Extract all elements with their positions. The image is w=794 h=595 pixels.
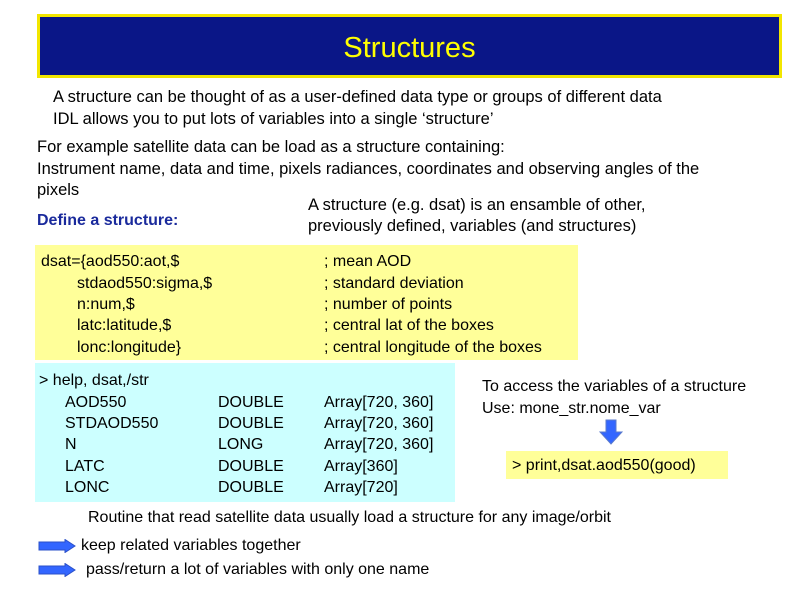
field-name: LATC xyxy=(65,458,105,475)
routine-bullet: pass/return a lot of variables with only one name xyxy=(86,561,430,578)
code-comment: ; standard deviation xyxy=(324,275,464,292)
field-type: DOUBLE xyxy=(218,415,284,432)
code-comment: ; mean AOD xyxy=(324,253,412,270)
example-line-1: For example satellite data can be load as a structure containing: xyxy=(37,138,505,156)
help-row xyxy=(35,413,455,434)
code-statement: dsat={aod550:aot,$ xyxy=(41,253,180,270)
field-type: DOUBLE xyxy=(218,394,284,411)
code-statement: latc:latitude,$ xyxy=(77,317,172,334)
ensemble-note-line-1: A structure (e.g. dsat) is an ensamble of other, xyxy=(308,196,646,214)
structure-definition-code xyxy=(35,245,578,360)
help-row xyxy=(35,434,455,455)
define-structure-label: Define a structure: xyxy=(37,212,179,229)
example-line-2: Instrument name, data and time, pixels radiances, coordinates and observing angles of the xyxy=(37,160,700,178)
right-arrow-icon xyxy=(38,563,76,577)
field-type: DOUBLE xyxy=(218,458,284,475)
field-name: N xyxy=(65,436,77,453)
down-arrow-icon xyxy=(599,419,623,445)
field-dims: Array[720, 360] xyxy=(324,436,434,453)
help-row xyxy=(35,456,455,477)
field-name: LONC xyxy=(65,479,110,496)
access-line-1: To access the variables of a structure xyxy=(482,378,747,395)
help-row xyxy=(35,477,455,498)
field-dims: Array[720, 360] xyxy=(324,415,434,432)
field-type: LONG xyxy=(218,436,264,453)
field-dims: Array[360] xyxy=(324,458,398,475)
help-output xyxy=(35,363,455,502)
print-command-box xyxy=(506,451,728,479)
title-bar xyxy=(37,14,782,78)
help-command: > help, dsat,/str xyxy=(39,372,149,389)
page-title: Structures xyxy=(343,31,476,64)
ensemble-note-line-2: previously defined, variables (and structures) xyxy=(308,217,637,235)
print-command: > print,dsat.aod550(good) xyxy=(512,457,696,474)
code-statement: stdaod550:sigma,$ xyxy=(77,275,213,292)
routine-line: Routine that read satellite data usually load a structure for any image/orbit xyxy=(88,509,611,526)
routine-bullet: keep related variables together xyxy=(81,537,301,554)
field-name: AOD550 xyxy=(65,394,127,411)
field-dims: Array[720, 360] xyxy=(324,394,434,411)
intro-line-1: A structure can be thought of as a user-defined data type or groups of different data xyxy=(53,88,662,106)
code-statement: n:num,$ xyxy=(77,296,135,313)
intro-line-2: IDL allows you to put lots of variables into a single ‘structure’ xyxy=(53,110,494,128)
code-comment: ; number of points xyxy=(324,296,453,313)
field-name: STDAOD550 xyxy=(65,415,159,432)
field-type: DOUBLE xyxy=(218,479,284,496)
code-statement: lonc:longitude} xyxy=(77,339,182,356)
example-line-3: pixels xyxy=(37,181,80,199)
help-row xyxy=(35,392,455,413)
code-comment: ; central lat of the boxes xyxy=(324,317,494,334)
field-dims: Array[720] xyxy=(324,479,398,496)
access-line-2: Use: mone_str.nome_var xyxy=(482,400,661,417)
right-arrow-icon xyxy=(38,539,76,553)
code-comment: ; central longitude of the boxes xyxy=(324,339,542,356)
